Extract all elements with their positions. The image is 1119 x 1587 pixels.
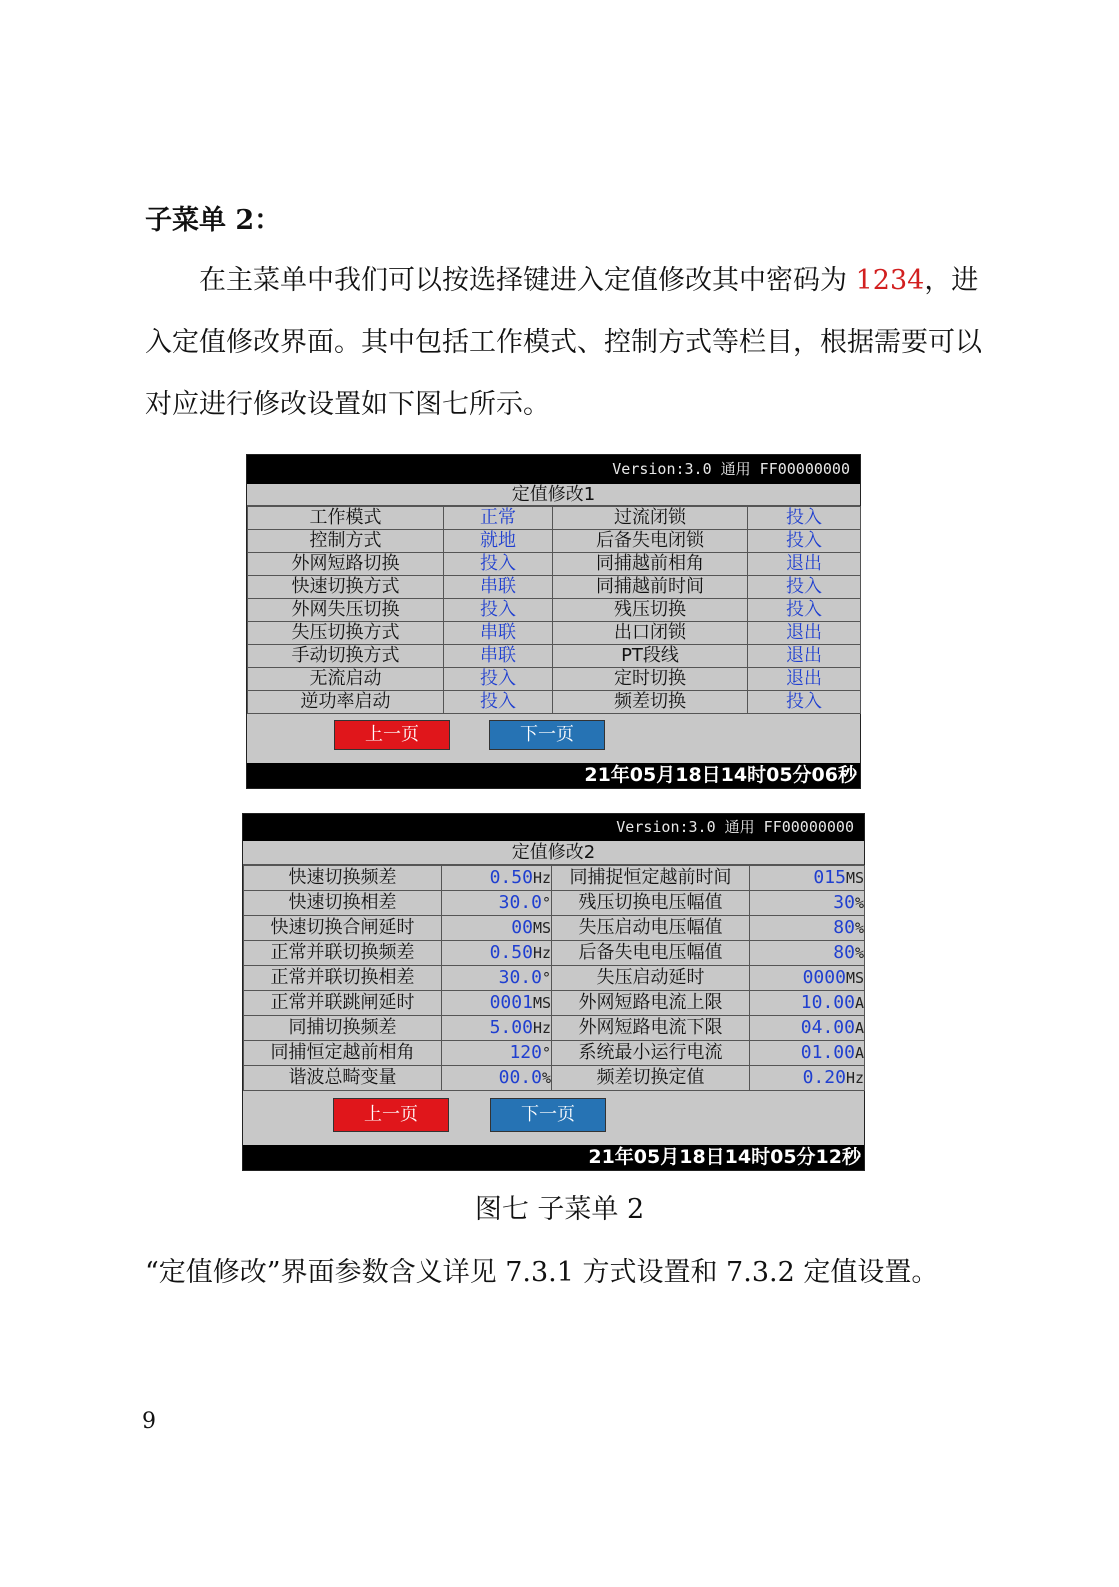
- table-row: [244, 891, 865, 916]
- setting-unit: MS: [532, 919, 551, 937]
- setting-value[interactable]: 投入: [444, 668, 553, 691]
- setting-label: 失压切换方式: [248, 622, 444, 645]
- setting-label: 快速切换相差: [244, 891, 442, 916]
- setting-value-cell[interactable]: [442, 866, 552, 891]
- setting-value[interactable]: 投入: [748, 691, 861, 714]
- table-row: [248, 622, 861, 645]
- setting-label: 出口闭锁: [553, 622, 748, 645]
- setting-label: 频差切换定值: [552, 1066, 750, 1091]
- setting-label: 快速切换方式: [248, 576, 444, 599]
- setting-label: 谐波总畸变量: [244, 1066, 442, 1091]
- datetime-bar: 21年05月18日14时05分06秒: [247, 763, 860, 788]
- settings-screen-1: [246, 454, 861, 789]
- intro-text-2: ，进入定值修改界面。其中包括工作模式、控制方式等栏目，根据需要可以对应进行修改设置如下图七所示。: [145, 265, 982, 420]
- setting-unit: %: [854, 894, 864, 912]
- setting-value-cell[interactable]: [442, 891, 552, 916]
- setting-value[interactable]: 串联: [444, 645, 553, 668]
- table-row: [244, 966, 865, 991]
- table-row: [244, 916, 865, 941]
- setting-value: 04.00: [800, 1017, 855, 1038]
- screen-title: 定值修改1: [247, 484, 860, 506]
- setting-value[interactable]: 投入: [444, 599, 553, 622]
- setting-unit: A: [854, 1019, 864, 1037]
- setting-value-cell[interactable]: [750, 916, 865, 941]
- setting-unit: %: [541, 1069, 551, 1087]
- setting-value: 0000: [802, 967, 846, 988]
- setting-label: 同捕捉恒定越前时间: [552, 866, 750, 891]
- table-row: [244, 866, 865, 891]
- setting-value: 015: [813, 867, 846, 888]
- table-row: [248, 668, 861, 691]
- setting-value[interactable]: 投入: [444, 553, 553, 576]
- setting-unit: Hz: [532, 944, 551, 962]
- setting-label: 正常并联切换频差: [244, 941, 442, 966]
- setting-value[interactable]: 串联: [444, 622, 553, 645]
- setting-label: 正常并联跳闸延时: [244, 991, 442, 1016]
- setting-value: 5.00: [489, 1017, 533, 1038]
- setting-value: 0.50: [489, 867, 533, 888]
- setting-value: 80: [833, 942, 855, 963]
- setting-label: 残压切换: [553, 599, 748, 622]
- setting-value[interactable]: 投入: [444, 691, 553, 714]
- setting-label: 外网失压切换: [248, 599, 444, 622]
- table-row: [248, 599, 861, 622]
- setting-label: 逆功率启动: [248, 691, 444, 714]
- table-row: [248, 553, 861, 576]
- setting-value[interactable]: 投入: [748, 599, 861, 622]
- setting-label: PT段线: [553, 645, 748, 668]
- setting-unit: %: [854, 944, 864, 962]
- password-value: 1234: [855, 265, 925, 296]
- setting-value-cell[interactable]: [750, 1066, 865, 1091]
- setting-label: 手动切换方式: [248, 645, 444, 668]
- section-heading: 子菜单 2：: [145, 205, 282, 236]
- setting-unit: %: [854, 919, 864, 937]
- setting-label: 定时切换: [553, 668, 748, 691]
- setting-value: 01.00: [800, 1042, 855, 1063]
- setting-value-cell[interactable]: [750, 866, 865, 891]
- setting-value: 30: [833, 892, 855, 913]
- setting-label: 同捕越前相角: [553, 553, 748, 576]
- prev-page-button[interactable]: 上一页: [334, 720, 450, 750]
- setting-label: 快速切换合闸延时: [244, 916, 442, 941]
- version-bar: Version:3.0 通用 FF00000000: [247, 455, 860, 484]
- setting-label: 频差切换: [553, 691, 748, 714]
- setting-label: 外网短路切换: [248, 553, 444, 576]
- setting-value: 120: [509, 1042, 542, 1063]
- next-page-button[interactable]: 下一页: [489, 720, 605, 750]
- setting-value[interactable]: 退出: [748, 553, 861, 576]
- intro-paragraph: [145, 250, 985, 436]
- table-row: [244, 991, 865, 1016]
- table-row: [244, 1016, 865, 1041]
- setting-value[interactable]: 投入: [748, 507, 861, 530]
- setting-value-cell[interactable]: [442, 1066, 552, 1091]
- setting-label: 同捕恒定越前相角: [244, 1041, 442, 1066]
- setting-value: 10.00: [800, 992, 855, 1013]
- setting-value[interactable]: 就地: [444, 530, 553, 553]
- setting-label: 快速切换频差: [244, 866, 442, 891]
- setting-value: 0.50: [489, 942, 533, 963]
- footnote-text: “定值修改”界面参数含义详见 7.3.1 方式设置和 7.3.2 定值设置。: [145, 1257, 939, 1288]
- intro-text-1: 在主菜单中我们可以按选择键进入定值修改其中密码为: [199, 265, 856, 296]
- setting-value: 0001: [489, 992, 533, 1013]
- setting-value[interactable]: 串联: [444, 576, 553, 599]
- setting-value[interactable]: 投入: [748, 576, 861, 599]
- setting-unit: MS: [532, 994, 551, 1012]
- datetime-bar: 21年05月18日14时05分12秒: [243, 1145, 864, 1170]
- setting-value[interactable]: 退出: [748, 668, 861, 691]
- version-bar: Version:3.0 通用 FF00000000: [243, 814, 864, 841]
- setting-label: 同捕切换频差: [244, 1016, 442, 1041]
- setting-label: 过流闭锁: [553, 507, 748, 530]
- setting-unit: °: [541, 1044, 551, 1062]
- setting-value: 00.0: [498, 1067, 542, 1088]
- setting-value[interactable]: 退出: [748, 622, 861, 645]
- setting-label: 外网短路电流上限: [552, 991, 750, 1016]
- setting-label: 系统最小运行电流: [552, 1041, 750, 1066]
- setting-value: 0.20: [802, 1067, 846, 1088]
- table-row: [244, 941, 865, 966]
- settings-screen-2: [242, 813, 865, 1171]
- setting-label: 控制方式: [248, 530, 444, 553]
- button-row: [247, 714, 860, 753]
- table-row: [244, 1066, 865, 1091]
- table-row: [248, 691, 861, 714]
- settings-table: [243, 865, 865, 1091]
- setting-unit: A: [854, 1044, 864, 1062]
- setting-value-cell[interactable]: [750, 1016, 865, 1041]
- setting-label: 失压启动延时: [552, 966, 750, 991]
- setting-label: 后备失电电压幅值: [552, 941, 750, 966]
- setting-unit: Hz: [532, 869, 551, 887]
- setting-value-cell[interactable]: [442, 1041, 552, 1066]
- setting-label: 残压切换电压幅值: [552, 891, 750, 916]
- setting-value-cell[interactable]: [750, 991, 865, 1016]
- setting-unit: °: [541, 894, 551, 912]
- setting-value-cell[interactable]: [442, 991, 552, 1016]
- next-page-button[interactable]: 下一页: [490, 1098, 606, 1132]
- table-row: [248, 530, 861, 553]
- table-row: [248, 507, 861, 530]
- setting-value-cell[interactable]: [750, 966, 865, 991]
- screen-title: 定值修改2: [243, 841, 864, 865]
- setting-unit: Hz: [845, 1069, 864, 1087]
- setting-value[interactable]: 退出: [748, 645, 861, 668]
- setting-value-cell[interactable]: [750, 941, 865, 966]
- setting-unit: °: [541, 969, 551, 987]
- setting-label: 正常并联切换相差: [244, 966, 442, 991]
- setting-unit: MS: [845, 969, 864, 987]
- setting-value-cell[interactable]: [442, 966, 552, 991]
- setting-unit: Hz: [532, 1019, 551, 1037]
- setting-label: 外网短路电流下限: [552, 1016, 750, 1041]
- setting-value[interactable]: 正常: [444, 507, 553, 530]
- setting-unit: MS: [845, 869, 864, 887]
- setting-value-cell[interactable]: [442, 916, 552, 941]
- setting-value[interactable]: 投入: [748, 530, 861, 553]
- setting-value-cell[interactable]: [442, 941, 552, 966]
- setting-value-cell[interactable]: [442, 1016, 552, 1041]
- setting-value: 00: [511, 917, 533, 938]
- setting-value-cell[interactable]: [750, 891, 865, 916]
- setting-label: 工作模式: [248, 507, 444, 530]
- setting-label: 同捕越前时间: [553, 576, 748, 599]
- setting-value: 30.0: [498, 967, 542, 988]
- setting-label: 失压启动电压幅值: [552, 916, 750, 941]
- table-row: [248, 645, 861, 668]
- setting-value: 80: [833, 917, 855, 938]
- setting-value: 30.0: [498, 892, 542, 913]
- page-number: 9: [142, 1409, 156, 1434]
- settings-table: [247, 506, 861, 714]
- setting-unit: A: [854, 994, 864, 1012]
- setting-label: 后备失电闭锁: [553, 530, 748, 553]
- figure-caption: 图七 子菜单 2: [474, 1194, 645, 1225]
- table-row: [248, 576, 861, 599]
- setting-label: 无流启动: [248, 668, 444, 691]
- prev-page-button[interactable]: 上一页: [333, 1098, 449, 1132]
- setting-value-cell[interactable]: [750, 1041, 865, 1066]
- button-row: [243, 1091, 864, 1135]
- table-row: [244, 1041, 865, 1066]
